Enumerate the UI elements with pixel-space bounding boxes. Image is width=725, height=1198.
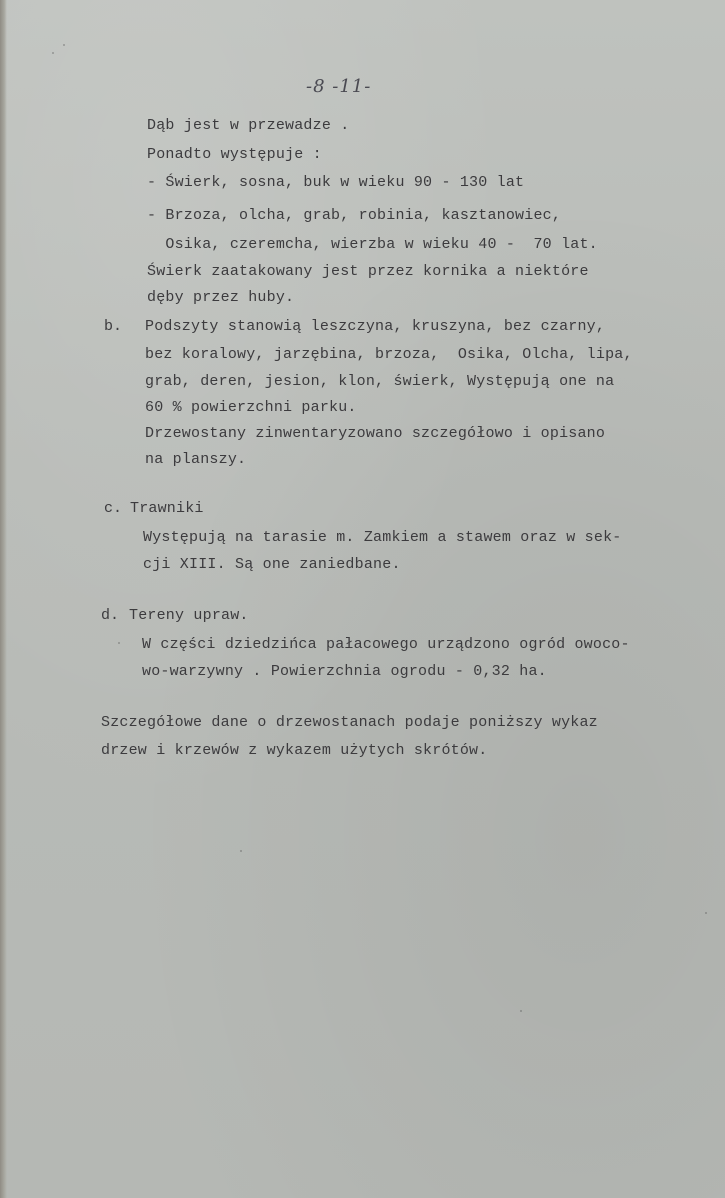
- section-c-marker: c.: [104, 500, 123, 517]
- section-c-line-1: Występują na tarasie m. Zamkiem a stawem oraz w sek-: [143, 529, 622, 546]
- section-b-line-4: 60 % powierzchni parku.: [145, 399, 357, 416]
- paper-speck: [705, 912, 707, 914]
- section-b-line-2: bez koralowy, jarzębina, brzoza, Osika, Olcha, lipa,: [145, 346, 633, 363]
- closing-line-1: Szczegółowe dane o drzewostanach podaje poniższy wykaz: [101, 714, 598, 731]
- section-b-line-6: na planszy.: [145, 451, 247, 468]
- paper-speck: [63, 44, 65, 46]
- paper-speck: [52, 52, 54, 54]
- paper-speck: [240, 850, 242, 852]
- section-a-line-3: - Świerk, sosna, buk w wieku 90 - 130 lat: [147, 174, 525, 191]
- paper-speck: [520, 1010, 522, 1012]
- closing-line-2: drzew i krzewów z wykazem użytych skrótów.: [101, 742, 488, 759]
- paper-speck: [118, 642, 120, 644]
- section-d-heading: Tereny upraw.: [129, 607, 249, 624]
- section-c-line-2: cji XIII. Są one zaniedbane.: [143, 556, 401, 573]
- section-a-line-1: Dąb jest w przewadze .: [147, 117, 350, 134]
- section-a-line-7: dęby przez huby.: [147, 289, 295, 306]
- section-a-line-6: Świerk zaatakowany jest przez kornika a niektóre: [147, 263, 589, 280]
- section-b-line-1: Podszyty stanowią leszczyna, kruszyna, bez czarny,: [145, 318, 606, 335]
- section-a-line-2: Ponadto występuje :: [147, 146, 322, 163]
- section-b-line-3: grab, deren, jesion, klon, świerk, Występują one na: [145, 373, 615, 390]
- section-d-line-2: wo-warzywny . Powierzchnia ogrodu - 0,32 ha.: [142, 663, 547, 680]
- section-c-heading: Trawniki: [130, 500, 204, 517]
- section-d-line-1: W części dziedzińca pałacowego urządzono ogród owoco-: [142, 636, 630, 653]
- page-number: -8 -11-: [306, 76, 372, 97]
- section-b-line-5: Drzewostany zinwentaryzowano szczegółowo i opisano: [145, 425, 606, 442]
- section-d-marker: d.: [101, 607, 120, 624]
- section-a-line-4: - Brzoza, olcha, grab, robinia, kasztanowiec,: [147, 207, 562, 224]
- section-b-marker: b.: [104, 318, 123, 335]
- paper-edge-shadow: [0, 0, 7, 1198]
- section-a-line-5: Osika, czeremcha, wierzba w wieku 40 - 70 lat.: [147, 236, 598, 253]
